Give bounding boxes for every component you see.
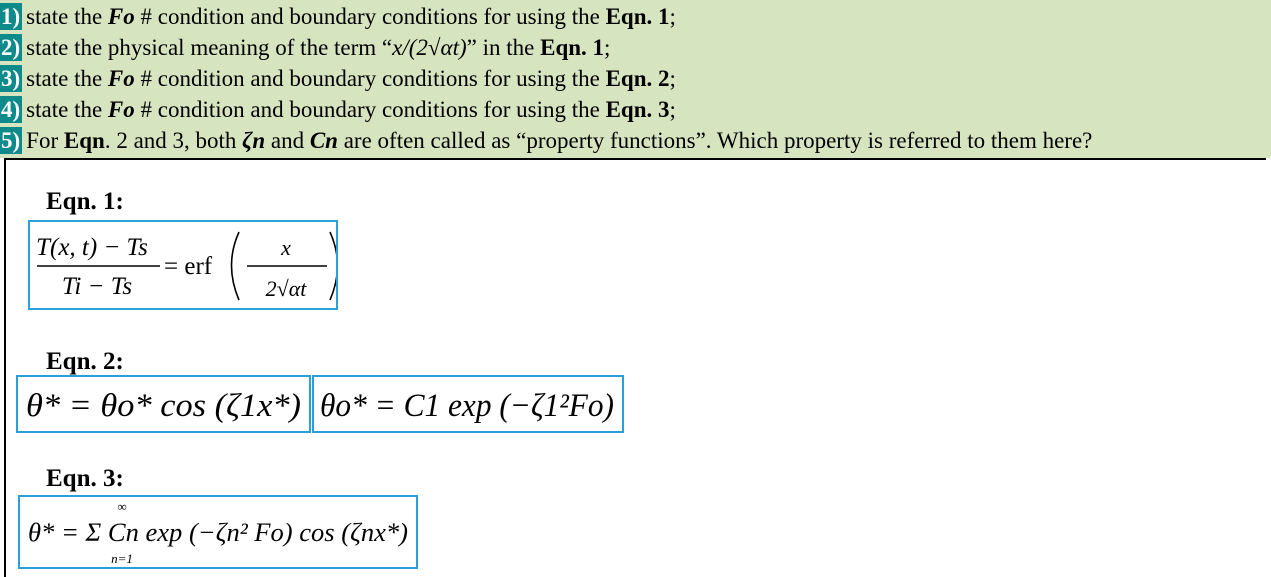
text: state the <box>26 4 108 29</box>
eqn-3-sum-lower: n=1 <box>111 551 133 566</box>
text: state the <box>26 97 108 122</box>
question-number: 5) <box>1 128 21 153</box>
text: and <box>265 128 310 153</box>
eqn-3-sum-upper: ∞ <box>117 499 127 514</box>
eqn-2-left-expr: θ* = θo* cos (ζ1x*) <box>26 388 301 424</box>
question-4 <box>0 94 676 125</box>
eqn-1-formula <box>30 222 336 308</box>
question-2 <box>0 32 610 63</box>
eqn-1-lhs-numerator: T(x, t) − Ts <box>36 234 148 261</box>
equations-panel <box>4 158 1266 577</box>
math-term: x/(2√αt) <box>392 35 467 60</box>
text: ; <box>604 35 611 60</box>
fo-term: Fo <box>107 4 135 29</box>
eqn-1-lhs-denominator: Ti − Ts <box>61 273 133 300</box>
text: are often called as “property functions”. Which property is referred to them here? <box>337 128 1093 153</box>
text: # condition and boundary conditions for using the <box>134 66 606 91</box>
question-5 <box>0 125 1092 156</box>
eqn-2-right-formula <box>314 377 622 431</box>
text: state the physical meaning of the term “ <box>26 35 393 60</box>
text: state the <box>26 66 108 91</box>
left-paren-icon <box>232 232 240 300</box>
text: For <box>26 128 64 153</box>
eqn-ref: Eqn. 3 <box>605 97 670 122</box>
eqn-3-formula <box>20 497 416 567</box>
eqn-ref: Eqn. 1 <box>540 35 605 60</box>
c-n-term: Cn <box>309 128 338 153</box>
question-number: 3) <box>1 66 21 91</box>
questions-panel <box>0 0 1271 158</box>
eqn-3-expr: θ* = Σ Cn exp (−ζn² Fo) cos (ζnx*) <box>28 518 408 547</box>
text: . 2 and 3, both <box>104 128 243 153</box>
text: ; <box>669 4 676 29</box>
question-number: 2) <box>1 35 21 60</box>
eqn-ref: Eqn. 1 <box>605 4 670 29</box>
eqn-2-left-box <box>16 375 311 433</box>
question-1 <box>0 1 676 32</box>
question-3 <box>0 63 676 94</box>
eqn-ref: Eqn. 2 <box>605 66 670 91</box>
text: # condition and boundary conditions for using the <box>134 4 606 29</box>
question-number: 1) <box>1 4 21 29</box>
eqn-1-arg-denominator: 2√αt <box>265 276 307 301</box>
eqn-3-label: Eqn. 3: <box>46 465 124 492</box>
eqn-1-label: Eqn. 1: <box>46 188 124 215</box>
text: ; <box>669 97 676 122</box>
text: # condition and boundary conditions for using the <box>134 97 606 122</box>
right-paren-icon <box>330 232 336 300</box>
eqn-2-right-box <box>312 375 624 433</box>
eqn-1-arg-numerator: x <box>281 235 291 260</box>
eqn-2-left-formula <box>18 377 309 431</box>
question-number: 4) <box>1 97 21 122</box>
eqn-2-label: Eqn. 2: <box>46 348 124 375</box>
text: ” in the <box>466 35 541 60</box>
fo-term: Fo <box>107 66 135 91</box>
eqn-1-erf: = erf <box>164 253 213 280</box>
eqn-1-box <box>28 220 338 310</box>
fo-term: Fo <box>107 97 135 122</box>
eqn-2-right-expr: θo* = C1 exp (−ζ1²Fo) <box>320 388 614 424</box>
eqn-3-box <box>18 495 418 569</box>
eqn-ref: Eqn <box>63 128 105 153</box>
zeta-n-term: ζn <box>242 128 266 153</box>
text: ; <box>669 66 676 91</box>
